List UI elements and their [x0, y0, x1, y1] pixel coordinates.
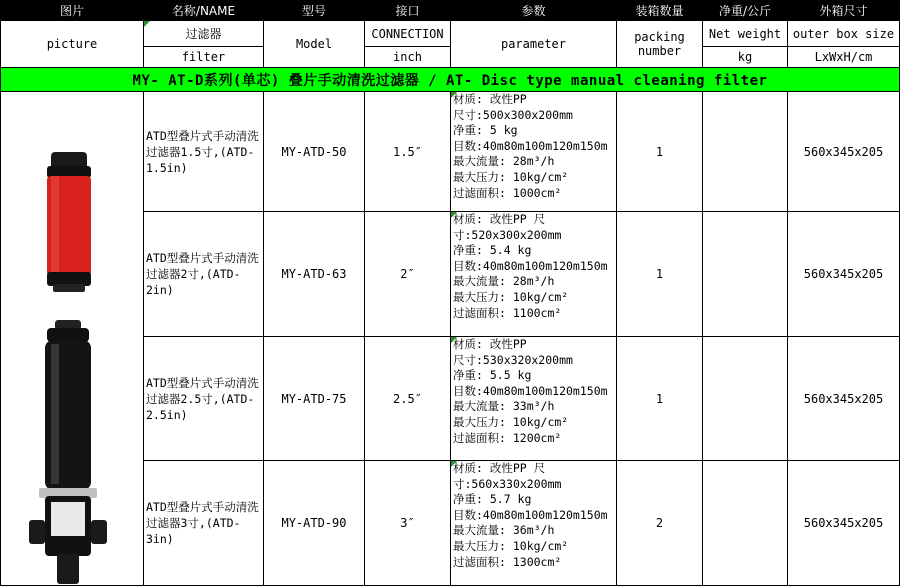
product-params — [451, 212, 617, 337]
product-name: ATD型叠片式手动清洗过滤器3寸,(ATD-3in) — [144, 461, 264, 586]
param-line: 过滤面积: 1200cm² — [453, 430, 562, 445]
param-line: 目数:40m80m100m120m150m — [453, 383, 608, 398]
header-outer: 外箱尺寸 — [788, 1, 900, 21]
product-outer: 560x345x205 — [788, 461, 900, 586]
series-banner: MY- AT-D系列(单芯) 叠片手动清洗过滤器 / AT- Disc type manual cleaning filter — [1, 68, 900, 92]
product-packing: 1 — [617, 212, 703, 337]
param-line: 目数:40m80m100m120m150m — [453, 258, 608, 273]
param-line: 目数:40m80m100m120m150m — [453, 507, 608, 522]
banner-row — [1, 68, 900, 92]
param-line: 尺寸:500x300x200mm — [453, 107, 573, 122]
header-picture-en: picture — [1, 21, 144, 68]
product-model: MY-ATD-50 — [264, 92, 365, 212]
product-outer: 560x345x205 — [788, 212, 900, 337]
header-connection-unit: inch — [365, 47, 451, 68]
param-line: 最大流量: 28m³/h — [453, 154, 555, 169]
product-outer: 560x345x205 — [788, 92, 900, 212]
product-connection: 2″ — [365, 212, 451, 337]
param-line: 寸:520x300x200mm — [453, 227, 562, 242]
header-connection-en: CONNECTION — [365, 21, 451, 47]
param-line: 净重: 5.4 kg — [453, 243, 532, 258]
param-line: 过滤面积: 1300cm² — [453, 554, 562, 569]
header-model-en: Model — [264, 21, 365, 68]
header-row-en-1 — [1, 21, 900, 47]
black-disc-filter-image — [29, 320, 107, 586]
param-line: 过滤面积: 1100cm² — [453, 305, 562, 320]
red-disc-filter-image — [43, 152, 95, 292]
header-picture: 图片 — [1, 1, 144, 21]
product-packing: 2 — [617, 461, 703, 586]
product-model: MY-ATD-90 — [264, 461, 365, 586]
product-picture-cell — [1, 92, 144, 586]
param-line: 寸:560x330x200mm — [453, 476, 562, 491]
header-row-cn — [1, 1, 900, 21]
param-line: 最大压力: 10kg/cm² — [453, 538, 569, 553]
param-line: 最大流量: 28m³/h — [453, 274, 555, 289]
param-line: 最大压力: 10kg/cm² — [453, 414, 569, 429]
product-params — [451, 92, 617, 212]
header-name-cn: 过滤器 — [144, 21, 264, 47]
param-line: 净重: 5 kg — [453, 123, 518, 138]
product-name: ATD型叠片式手动清洗过滤器2寸,(ATD-2in) — [144, 212, 264, 337]
param-line: 材质: 改性PP 尺 — [453, 461, 546, 475]
product-connection: 1.5″ — [365, 92, 451, 212]
param-line: 最大压力: 10kg/cm² — [453, 169, 569, 184]
product-params — [451, 337, 617, 461]
header-packing-line2: number — [637, 44, 682, 58]
param-line: 最大流量: 36m³/h — [453, 523, 555, 538]
product-name: ATD型叠片式手动清洗过滤器2.5寸,(ATD-2.5in) — [144, 337, 264, 461]
param-line: 目数:40m80m100m120m150m — [453, 138, 608, 153]
param-line: 过滤面积: 1000cm² — [453, 185, 562, 200]
header-connection: 接口 — [365, 1, 451, 21]
param-line: 最大压力: 10kg/cm² — [453, 289, 569, 304]
header-name: 名称/NAME — [144, 1, 264, 21]
product-model: MY-ATD-63 — [264, 212, 365, 337]
header-weight: 净重/公斤 — [703, 1, 788, 21]
product-connection: 2.5″ — [365, 337, 451, 461]
param-line: 净重: 5.7 kg — [453, 492, 532, 507]
param-line: 材质: 改性PP — [453, 337, 527, 351]
product-weight — [703, 92, 788, 212]
product-name: ATD型叠片式手动清洗过滤器1.5寸,(ATD-1.5in) — [144, 92, 264, 212]
param-line: 材质: 改性PP — [453, 92, 527, 106]
header-name-en: filter — [144, 47, 264, 68]
product-weight — [703, 212, 788, 337]
product-connection: 3″ — [365, 461, 451, 586]
product-packing: 1 — [617, 92, 703, 212]
product-weight — [703, 461, 788, 586]
product-outer: 560x345x205 — [788, 337, 900, 461]
header-model: 型号 — [264, 1, 365, 21]
header-packing: 装箱数量 — [617, 1, 703, 21]
product-packing: 1 — [617, 337, 703, 461]
header-parameter: 参数 — [451, 1, 617, 21]
param-line: 最大流量: 33m³/h — [453, 399, 555, 414]
header-parameter-en: parameter — [451, 21, 617, 68]
header-packing-line1: packing — [634, 30, 685, 44]
product-model: MY-ATD-75 — [264, 337, 365, 461]
header-outer-en: outer box size — [788, 21, 900, 47]
header-weight-en: Net weight — [703, 21, 788, 47]
header-outer-unit: LxWxH/cm — [788, 47, 900, 68]
param-line: 尺寸:530x320x200mm — [453, 352, 573, 367]
param-line: 材质: 改性PP 尺 — [453, 212, 546, 226]
product-weight — [703, 337, 788, 461]
table-row — [1, 92, 900, 212]
header-packing-en — [617, 21, 703, 68]
product-params — [451, 461, 617, 586]
header-weight-unit: kg — [703, 47, 788, 68]
param-line: 净重: 5.5 kg — [453, 368, 532, 383]
